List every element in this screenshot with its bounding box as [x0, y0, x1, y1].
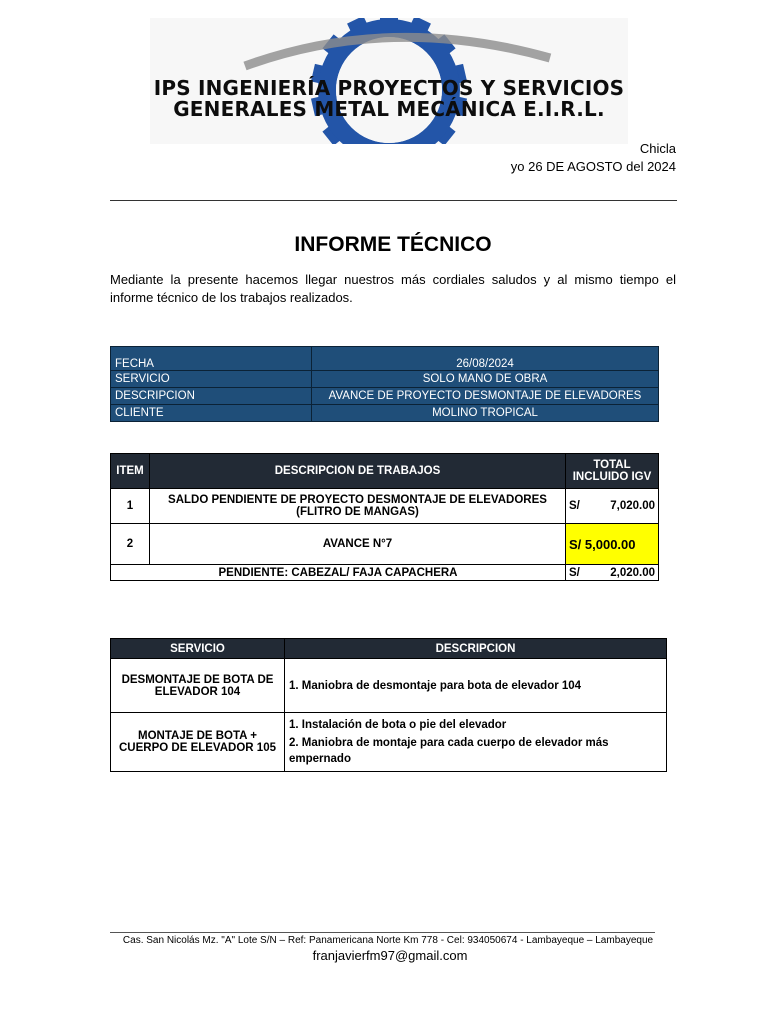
document-date: yo 26 DE AGOSTO del 2024 [510, 159, 676, 174]
item-description: AVANCE N°7 [150, 524, 566, 565]
footer-separator [110, 932, 655, 933]
info-label: DESCRIPCION [111, 388, 312, 405]
info-value: AVANCE DE PROYECTO DESMONTAJE DE ELEVADORES [312, 388, 659, 405]
logo-line-2: GENERALES METAL MECÁNICA E.I.R.L. [173, 97, 605, 121]
description-item: 1. Instalación de bota o pie del elevador [289, 719, 507, 731]
header-service: SERVICIO [111, 639, 285, 659]
intro-paragraph: Mediante la presente hacemos llegar nuestros más cordiales saludos y al mismo tiempo el informe técnico de los trabajos realizados. [110, 272, 676, 305]
logo-line-1: IPS INGENIERÍA PROYECTOS Y SERVICIOS [153, 76, 625, 100]
item-description: SALDO PENDIENTE DE PROYECTO DESMONTAJE DE ELEVADORES (FLITRO DE MANGAS) [150, 489, 566, 524]
description-item: 2. Maniobra de montaje para cada cuerpo de elevador más empernado [289, 737, 609, 765]
service-description [285, 659, 667, 713]
currency: S/ [569, 500, 580, 512]
item-number: 1 [111, 489, 150, 524]
info-label: FECHA [111, 347, 312, 371]
info-row-cliente [111, 405, 659, 422]
company-logo [150, 18, 628, 144]
pending-label: PENDIENTE: CABEZAL/ FAJA CAPACHERA [111, 565, 566, 581]
table-row [111, 659, 667, 713]
item-total-highlighted: S/ 5,000.00 [566, 524, 659, 565]
work-table [110, 453, 659, 581]
service-description [285, 713, 667, 772]
info-label: SERVICIO [111, 371, 312, 388]
info-value: SOLO MANO DE OBRA [312, 371, 659, 388]
pending-total [566, 565, 659, 581]
footer-email: franjavierfm97@gmail.com [312, 948, 468, 963]
info-row-servicio [111, 371, 659, 388]
amount: 2,020.00 [610, 566, 655, 579]
table-row [111, 489, 659, 524]
header-separator [110, 200, 677, 201]
header-description: DESCRIPCION [285, 639, 667, 659]
work-header-row [111, 454, 659, 489]
item-total [566, 489, 659, 524]
header-description: DESCRIPCION DE TRABAJOS [150, 454, 566, 489]
currency: S/ [569, 566, 580, 579]
footer-address: Cas. San Nicolás Mz. "A" Lote S/N – Ref: Panamericana Norte Km 778 - Cel: 934050674 - Lambayeque – Lambayeque [122, 935, 654, 946]
header-total: TOTAL INCLUIDO IGV [566, 454, 659, 489]
document-title: INFORME TÉCNICO [294, 233, 492, 256]
info-value: MOLINO TROPICAL [312, 405, 659, 422]
document-place: Chicla [639, 141, 676, 156]
service-header-row [111, 639, 667, 659]
info-value: 26/08/2024 [312, 347, 659, 371]
info-row-descripcion [111, 388, 659, 405]
table-row [111, 713, 667, 772]
service-name: MONTAJE DE BOTA + CUERPO DE ELEVADOR 105 [111, 713, 285, 772]
service-table [110, 638, 667, 772]
header-item: ITEM [111, 454, 150, 489]
info-table [110, 346, 659, 422]
item-number: 2 [111, 524, 150, 565]
pending-row [111, 565, 659, 581]
info-label: CLIENTE [111, 405, 312, 422]
description-item: 1. Maniobra de desmontaje para bota de elevador 104 [289, 679, 582, 692]
amount: 7,020.00 [610, 500, 655, 512]
info-row-fecha [111, 347, 659, 371]
table-row [111, 524, 659, 565]
service-name: DESMONTAJE DE BOTA DE ELEVADOR 104 [111, 659, 285, 713]
